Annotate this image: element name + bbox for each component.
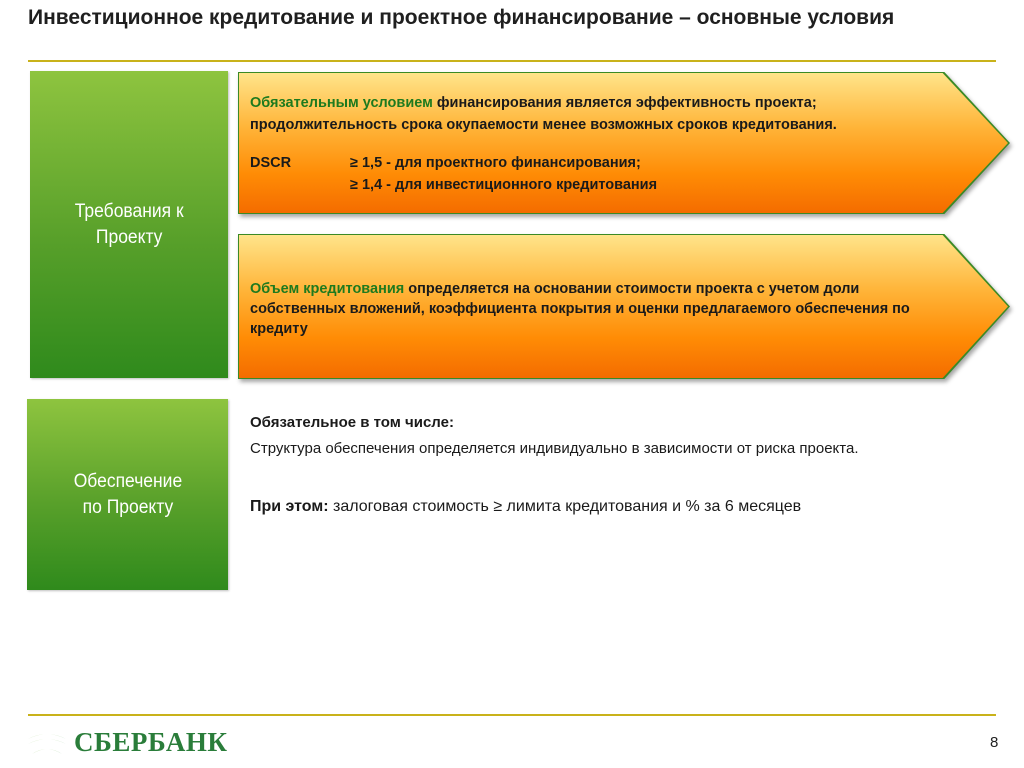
condition-text-1	[250, 92, 950, 136]
sberbank-logo	[26, 724, 227, 760]
condition-highlight-1: Обязательным условием	[250, 95, 433, 111]
dscr-block	[250, 152, 850, 196]
sberbank-logo-text: СБЕРБАНК	[74, 726, 228, 757]
security-note-text: залоговая стоимость ≥ лимита кредитования и % за 6 месяцев	[328, 498, 802, 515]
dscr-label: DSCR	[250, 155, 292, 171]
security-note-label: При этом:	[250, 498, 329, 515]
security-label-line2: по Проекту	[82, 496, 173, 518]
sberbank-logo-icon	[26, 724, 68, 760]
condition-highlight-2: Объем кредитования	[250, 281, 405, 297]
security-label-line1: Обеспечение	[73, 470, 182, 492]
dscr-line-1: ≥ 1,5 - для проектного финансирования;	[350, 155, 641, 171]
dscr-line-2: ≥ 1,4 - для инвестиционного кредитования	[350, 177, 658, 193]
requirements-label-box	[30, 71, 228, 378]
security-heading: Обязательное в том числе:	[250, 414, 454, 431]
condition-text-2	[250, 279, 950, 339]
condition-body-2: определяется на основании стоимости проекта с учетом доли собственных вложений, коэффициента покрытия и оценки предлагаемого обеспечения по кредиту	[250, 281, 910, 337]
security-note	[250, 498, 801, 516]
security-structure-text: Структура обеспечения определяется индивидуально в зависимости от риска проекта.	[250, 440, 859, 457]
top-divider	[28, 60, 996, 62]
page-number: 8	[990, 734, 999, 751]
requirements-label-line1: Требования к	[74, 200, 184, 222]
security-label-box	[27, 399, 228, 590]
bottom-divider	[28, 714, 996, 716]
page-title: Инвестиционное кредитование и проектное финансирование – основные условия	[28, 6, 895, 29]
requirements-label-line2: Проекту	[95, 226, 163, 248]
condition-body-1: финансирования является эффективность проекта; продолжительность срока окупаемости менее возможных сроков кредитования.	[250, 95, 837, 133]
